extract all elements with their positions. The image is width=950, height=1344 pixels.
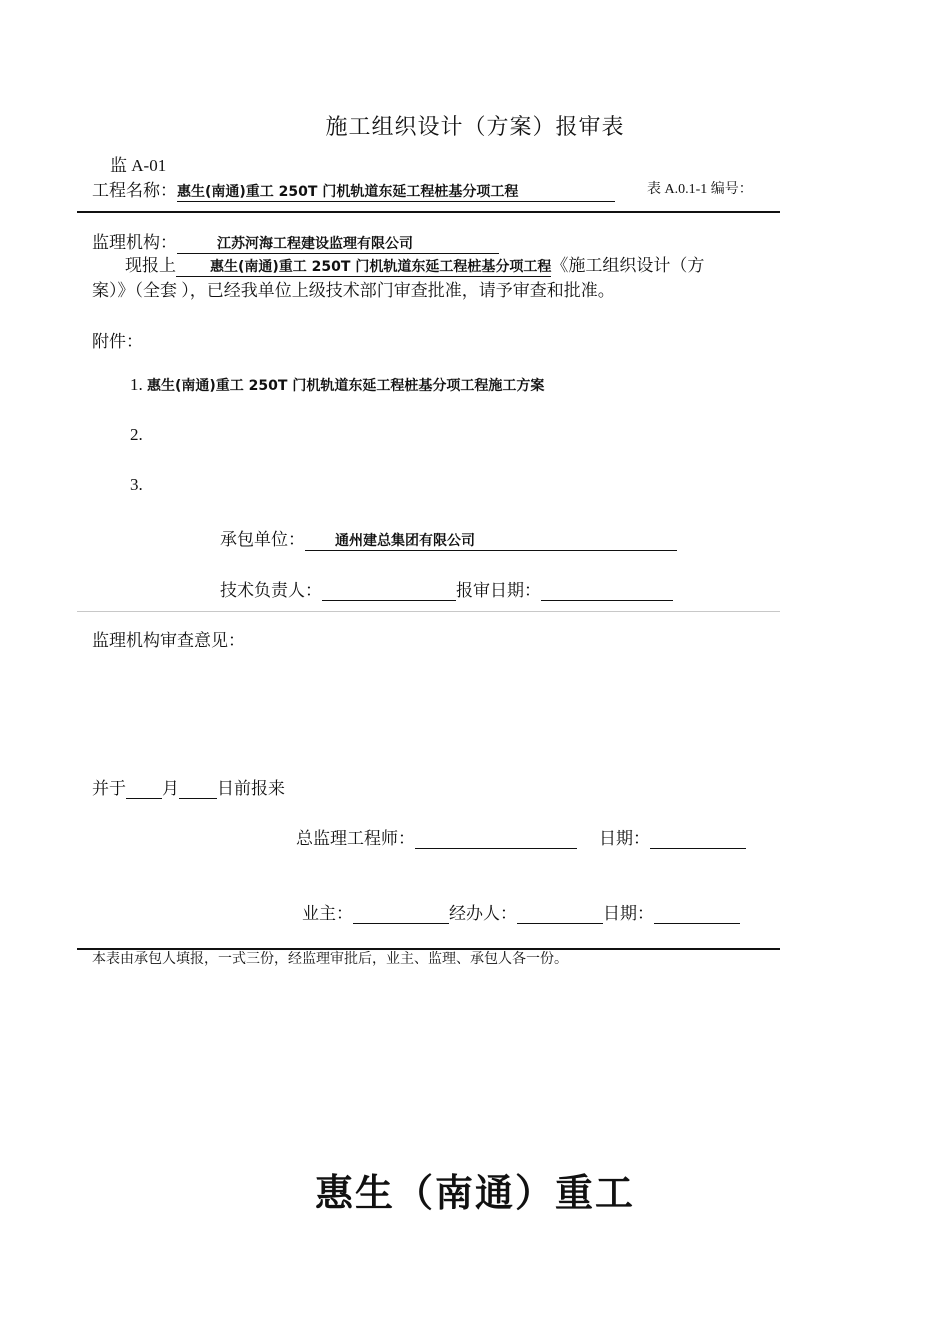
handler-label: 经办人：: [449, 904, 517, 923]
deadline-day: 日前报来: [217, 779, 285, 798]
tech-lead-blank[interactable]: [322, 582, 456, 601]
attachment-item-3: [130, 475, 143, 495]
chief-date-blank[interactable]: [650, 830, 746, 849]
tech-lead-row: [220, 576, 673, 601]
deadline-row: [92, 774, 285, 799]
chief-engineer-blank[interactable]: [415, 830, 577, 849]
project-name-field: [177, 181, 615, 202]
deadline-prefix: 并于: [92, 779, 126, 798]
attachment-number: 1.: [130, 375, 143, 394]
attachment-text: 惠生(南通)重工 250T 门机轨道东延工程桩基分项工程施工方案: [147, 378, 545, 394]
tech-lead-label: 技术负责人：: [220, 581, 322, 600]
handler-blank[interactable]: [517, 905, 603, 924]
deadline-day-blank[interactable]: [179, 780, 217, 799]
supervisor-name: 江苏河海工程建设监理有限公司: [217, 236, 413, 252]
attachment-number: 2.: [130, 425, 143, 444]
project-row: [92, 176, 615, 202]
company-title: 惠生（南通）重工: [314, 1171, 635, 1215]
form-title: 施工组织设计（方案）报审表: [325, 114, 625, 139]
review-label: 监理机构审查意见：: [92, 631, 245, 650]
report-date-blank[interactable]: [541, 582, 673, 601]
report-line-1: [125, 251, 704, 277]
deadline-month-blank[interactable]: [126, 780, 162, 799]
report-project-field: [176, 256, 551, 277]
supervisor-label: 监理机构：: [92, 233, 177, 252]
attachment-number: 3.: [130, 475, 143, 494]
table-number: 表 A.0.1-1 编号：: [647, 182, 753, 197]
owner-label: 业主：: [302, 904, 353, 923]
attachments-label: 附件：: [92, 332, 143, 351]
chief-engineer-row: [296, 824, 746, 849]
owner-date-blank[interactable]: [654, 905, 740, 924]
owner-date-label: 日期：: [603, 904, 654, 923]
section-divider: [77, 611, 780, 612]
form-code: 监 A-01: [110, 156, 167, 175]
report-line-2: 案）》（全套 ），已经我单位上级技术部门审查批准，请予审查和批准。: [92, 281, 615, 300]
top-rule: [77, 211, 780, 213]
deadline-month: 月: [162, 779, 179, 798]
project-label: 工程名称：: [92, 181, 177, 200]
contractor-field: [305, 530, 677, 551]
attachment-item-2: [130, 425, 143, 445]
owner-row: [302, 899, 740, 924]
contractor-name: 通州建总集团有限公司: [335, 533, 475, 549]
report-prefix: 现报上: [125, 256, 176, 275]
report-project: 惠生(南通)重工 250T 门机轨道东延工程桩基分项工程: [210, 259, 552, 275]
contractor-label: 承包单位：: [220, 530, 305, 549]
footer-note: 本表由承包人填报，一式三份，经监理审批后，业主、监理、承包人各一份。: [92, 952, 568, 967]
project-name: 惠生(南通)重工 250T 门机轨道东延工程桩基分项工程: [177, 184, 519, 200]
chief-engineer-label: 总监理工程师：: [296, 829, 415, 848]
report-date-label: 报审日期：: [456, 581, 541, 600]
report-line1-tail: 《施工组织设计（方: [551, 256, 705, 275]
contractor-row: [220, 525, 677, 551]
chief-date-label: 日期：: [599, 829, 650, 848]
attachment-item-1: [130, 375, 544, 395]
owner-blank[interactable]: [353, 905, 449, 924]
